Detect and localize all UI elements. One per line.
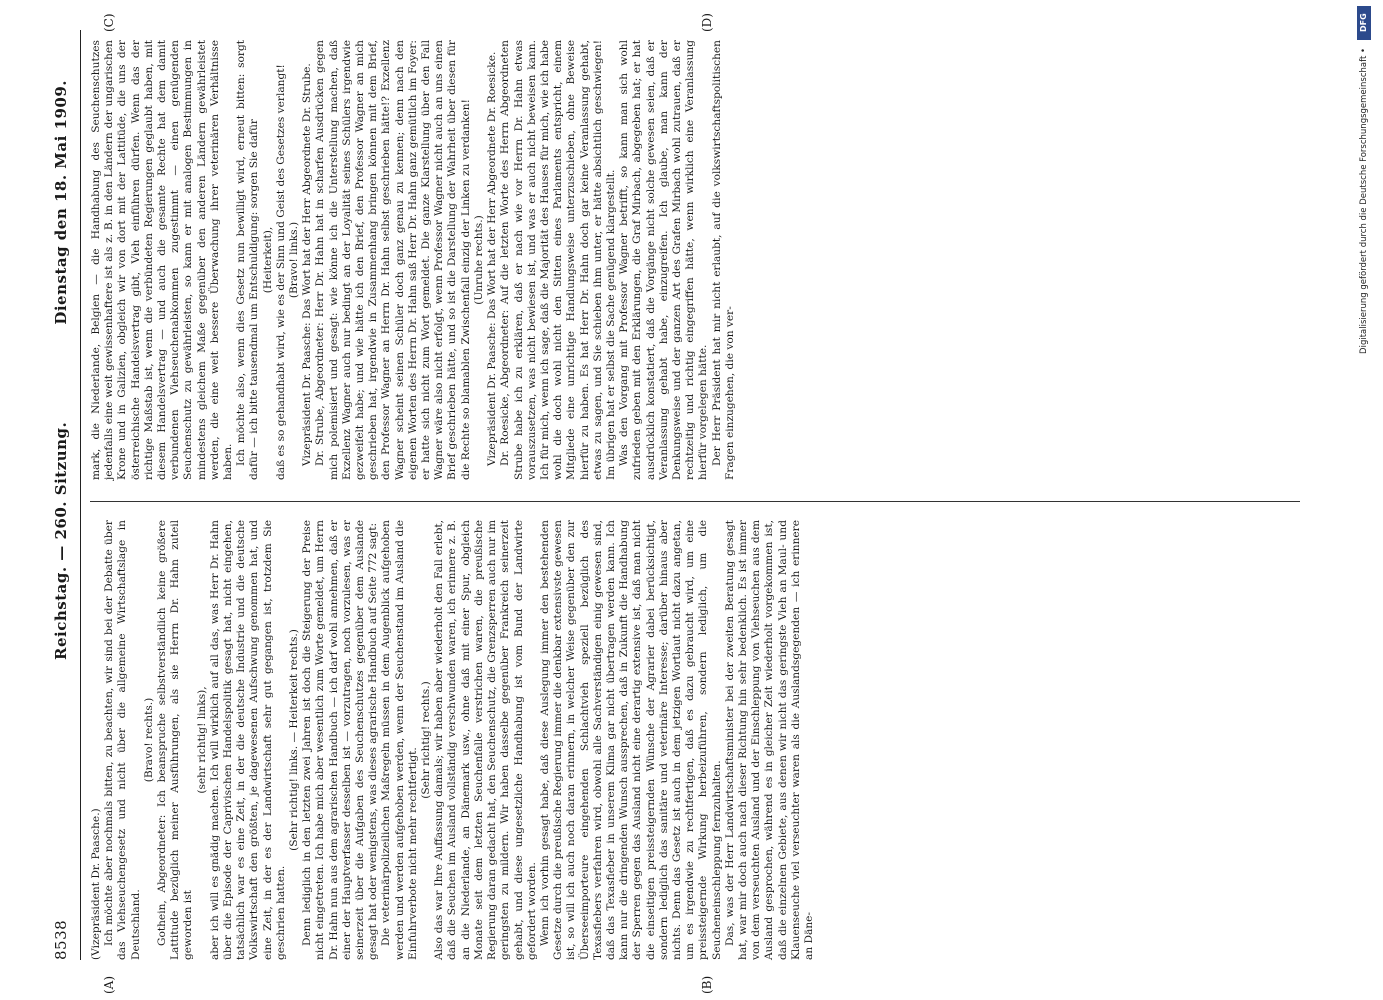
paragraph: Gothein, Abgeordneter: Ich beanspruche selbstverständlich keine größere Lattitude bezüglich meiner Ausführungen, als sie Herrn Dr. Hahn zuteil geworden ist	[156, 520, 195, 960]
page-number: 8538	[52, 919, 70, 960]
paragraph: Dr. Strube, Abgeordneter: Herr Dr. Hahn hat in scharfen Ausdrücken gegen mich polemisiert und gesagt: wie könne ich die Unterstellung machen, daß Exzellenz Wagner auch nur bedingt an der Loyalität seines Schülers irgendwie gezweifelt habe; und wie hätte ich den Brief, den Professor Wagner an mich geschrieben hat, irgendwie in Zusammenhang bringen können mit dem Brief, den Professor Wagner an Herrn Dr. Hahn selbst geschrieben hätte!? Exzellenz Wagner scheint seinen Schüler doch ganz genau zu kennen; denn nach den eigenen Worten des Herrn Dr. Hahn saß Herr Dr. Hahn ganz gemütlich im Foyer: er hatte sich nicht zum Wort gemeldet. Die ganze Klarstellung über den Fall Wagner wäre also nicht erfolgt, wenn Professor Wagner nicht auch an uns einen Brief geschrieben hätte, und so ist die Darstellung der Wahrheit über diesen für die Rechte so blamablen Zwischenfall einzig der Linken zu verdanken!	[314, 40, 472, 480]
paragraph: (Vizepräsident Dr. Paasche.)	[90, 808, 102, 960]
paragraph: Denn lediglich in den letzten zwei Jahren ist doch die Steigerung der Preise nicht eingetreten. Ich habe mich aber wesentlich zum Worte gemeldet, um Herrn Dr. Hahn nun aus dem agrarischen Handbuch — ich darf wohl annehmen, daß er einer der Hauptverfasser desselben ist — vorzutragen, noch vorzulesen, was er seinerzeit über die Aufgaben des Seuchenschutzes gegenüber dem Auslande gesagt hat oder wenigstens, was dieses agrarische Handbuch auf Seite 772 sagt:	[301, 520, 380, 960]
credit-text: Digitalisierung gefördert durch die Deutsche Forschungsgemeinschaft •	[1359, 48, 1369, 354]
paragraph: Ich möchte aber nochmals bitten, zu beachten, wir sind bei der Debatte über das Viehseuchengesetz und nicht über die allgemeine Wirtschaftslage in Deutschland.	[103, 520, 142, 960]
dfg-logo: DFG	[1357, 6, 1371, 40]
left-running-title: Reichstag. — 260. Sitzung.	[52, 421, 70, 660]
left-column	[90, 520, 816, 960]
paragraph: Die veterinärpolizeilichen Maßregeln müssen in dem Augenblick aufgehoben werden und werden aufgehoben werden, wenn der Seuchenstand im Ausland die Einfuhrverbote nicht mehr rechtfertigt.	[380, 520, 419, 960]
margin-marker-d: (D)	[700, 13, 714, 32]
column-divider	[90, 501, 1300, 502]
margin-marker-a: (A)	[102, 975, 116, 994]
paragraph: (Sehr richtig! links. — Heiterkeit rechts.)	[288, 629, 301, 851]
paragraph: Dr. Roesicke, Abgeordneter: Auf die letzten Worte des Herrn Abgeordneten Strube habe ich zu erklären, daß er nach wie vor Herrn Dr. Hahn etwas vorauszusetzen, was nicht bewiesen ist, und was er auch nicht beweisen kann. Ich für mich, wenn ich sage, daß die Majorität des Hauses für mich, wie ich habe wohl die doch wohl nicht den Sitten eines Parlaments entspricht, einem Mitgliede eine unrichtige Handlungsweise unterzuschieben, ohne Beweise hierfür zu haben. Es hat Herr Dr. Hahn doch gar keine Veranlassung gehabt, etwas zu sagen, und Sie schieben ihm unter, er hätte absichtlich geschwiegen! Im übrigen hat er selbst die Sache genügend klargestellt.	[499, 40, 617, 480]
margin-marker-b: (B)	[700, 975, 714, 994]
right-running-title: Dienstag den 18. Mai 1909.	[52, 80, 70, 325]
right-column	[90, 40, 737, 480]
paragraph: Ich möchte also, wenn dies Gesetz nun bewilligt wird, erneut bitten: sorgt dafür — ich bitte tausendmal um Entschuldigung: sorgen Sie dafür	[235, 40, 261, 480]
paragraph: Vizepräsident Dr. Paasche: Das Wort hat der Herr Abgeordnete Dr. Roesicke.	[486, 51, 499, 466]
paragraph: Vizepräsident Dr. Paasche: Das Wort hat der Herr Abgeordnete Dr. Strube.	[301, 63, 314, 466]
paragraph: (Heiterkeit),	[261, 226, 274, 294]
paragraph: (Sehr richtig! rechts.)	[420, 681, 433, 799]
paragraph: Also das war Ihre Auffassung damals; wir haben aber wiederholt den Fall erlebt, daß die Seuchen im Ausland vollständig verschwunden waren, ich erinnere z. B. an die Niederlande, an Dänemark usw., ohne daß mit einer Spur, obgleich Monate seit dem letzten Seuchenfalle verstrichen waren, die preußische Regierung daran gedacht hat, den Seuchenschutz, die Grenzsperren auch nur im geringsten zu mildern. Wir haben dasselbe gegenüber Frankreich seinerzeit gehabt, und diese ungesetzliche Handhabung ist vom Bund der Landwirte gefordert worden.	[433, 520, 538, 960]
paragraph: (Unruhe rechts.)	[472, 215, 485, 305]
paragraph: (Bravo! links.)	[288, 221, 301, 299]
page-header	[52, 40, 76, 960]
paragraph: (sehr richtig! links),	[195, 686, 208, 794]
header-rule	[80, 30, 81, 960]
paragraph: Was den Vorgang mit Professor Wagner betrifft, so kann man sich wohl zufrieden geben mit den Erklärungen, die Graf Mirbach, abgegeben hat; er hat ausdrücklich konstatiert, daß die Vorgänge nicht solche gewesen seien, daß er Veranlassung gehabt habe, einzugreifen. Ich glaube, man kann der Denkungsweise und der ganzen Art des Grafen Mirbach wohl zutrauen, daß er rechtzeitig und richtig eingegriffen hätte, wenn wirklich eine Veranlassung hierfür vorgelegen hätte.	[618, 40, 710, 480]
paragraph: (Bravo! rechts.)	[142, 697, 155, 783]
paragraph: mark, die Niederlande, Belgien — die Handhabung des Seuchenschutzes jedenfalls eine weit gewissenhaftere ist als z. B. in den Ländern der ungarischen Krone und in Galizien, obgleich wir von dort mit der Lattitüde, die uns der österreichische Handelsvertrag gibt, Vieh einführen dürfen. Wenn das der richtige Maßstab ist, wenn die verbündeten Regierungen geglaubt haben, mit diesem Handelsvertrag — und auch die gesamte Rechte hat dem damit verbundenen Viehseuchenabkommen zugestimmt — einen genügenden Seuchenschutz zu gewährleisten, so kann er mit analogen Bestimmungen in mindestens gleichem Maße gegenüber den anderen Ländern gewährleistet werden, die eine weit bessere Überwachung ihrer veterinären Verhältnisse haben.	[90, 40, 235, 480]
paragraph: daß es so gehandhabt wird, wie es der Sinn und Geist des Gesetzes verlangt!	[274, 64, 287, 480]
paragraph: Wenn ich vorhin gesagt habe, daß diese Auslegung immer den bestehenden Gesetze durch die preußische Regierung immer die denkbar extensivste gewesen ist, so will ich auch noch daran erinnern, in welcher Weise gegenüber den zur Überseeimporteure eingehenden Schlachtvieh speziell bezüglich des Texasfiebers verfahren wird, obwohl alle Sachverständigen einig gewesen sind, daß das Texasfieber in unserem Klima gar nicht übertragen werden kann. Ich kann nur die dringenden Wunsch aussprechen, daß in Zukunft die Handhabung der Sperren gegen das Ausland nicht eine derartig extensive ist, daß man nicht die einseitigen preissteigernden Wünsche der Agrarier dabei berücksichtigt, sondern lediglich das sanitäre und veterinäre Interesse; darüber hinaus aber nichts. Denn das Gesetz ist auch in dem jetzigen Wortlaut nicht dazu angetan, um es irgendwie zu rechtfertigen, daß es dazu gebraucht wird, um eine preissteigernde Wirkung herbeizuführen, sondern lediglich, um die Seucheneinschleppung fernzuhalten.	[538, 520, 723, 960]
paragraph: Das, was der Herr Landwirtschaftsminister bei der zweiten Beratung gesagt hat, war mir doch auch nach dieser Richtung hin sehr bedenklich. Es ist immer von dem verseuchten Ausland und der Einschleppung von Viehseuchen aus dem Ausland gesprochen, während es in gleicher Zeit wiederholt vorgekommen ist, daß die einzelnen Gebiete, aus denen wir nicht das geringste Vieh an Maul- und Klauenseuche viel verseuchter waren als die Auslandsgegenden — ich erinnere an Däne-	[723, 520, 815, 960]
sidebar	[1355, 0, 1375, 1000]
paragraph: aber ich will es gnädig machen. Ich will wirklich auf all das, was Herr Dr. Hahn über die Episode der Caprivischen Handelspolitik gesagt hat, nicht eingehen, tatsächlich war es eine Zeit, in der die deutsche Industrie und die deutsche Volkswirtschaft den größten, je dagewesenen Aufschwung genommen hat, und eine Zeit, in der es der Landwirtschaft sehr gut gegangen ist, trotzdem Sie geschrien hatten.	[208, 520, 287, 960]
paragraph: Der Herr Präsident hat mir nicht erlaubt, auf die volkswirtschaftspolitischen Fragen einzugehen, die von ver-	[710, 40, 736, 480]
margin-marker-c: (C)	[102, 13, 116, 32]
